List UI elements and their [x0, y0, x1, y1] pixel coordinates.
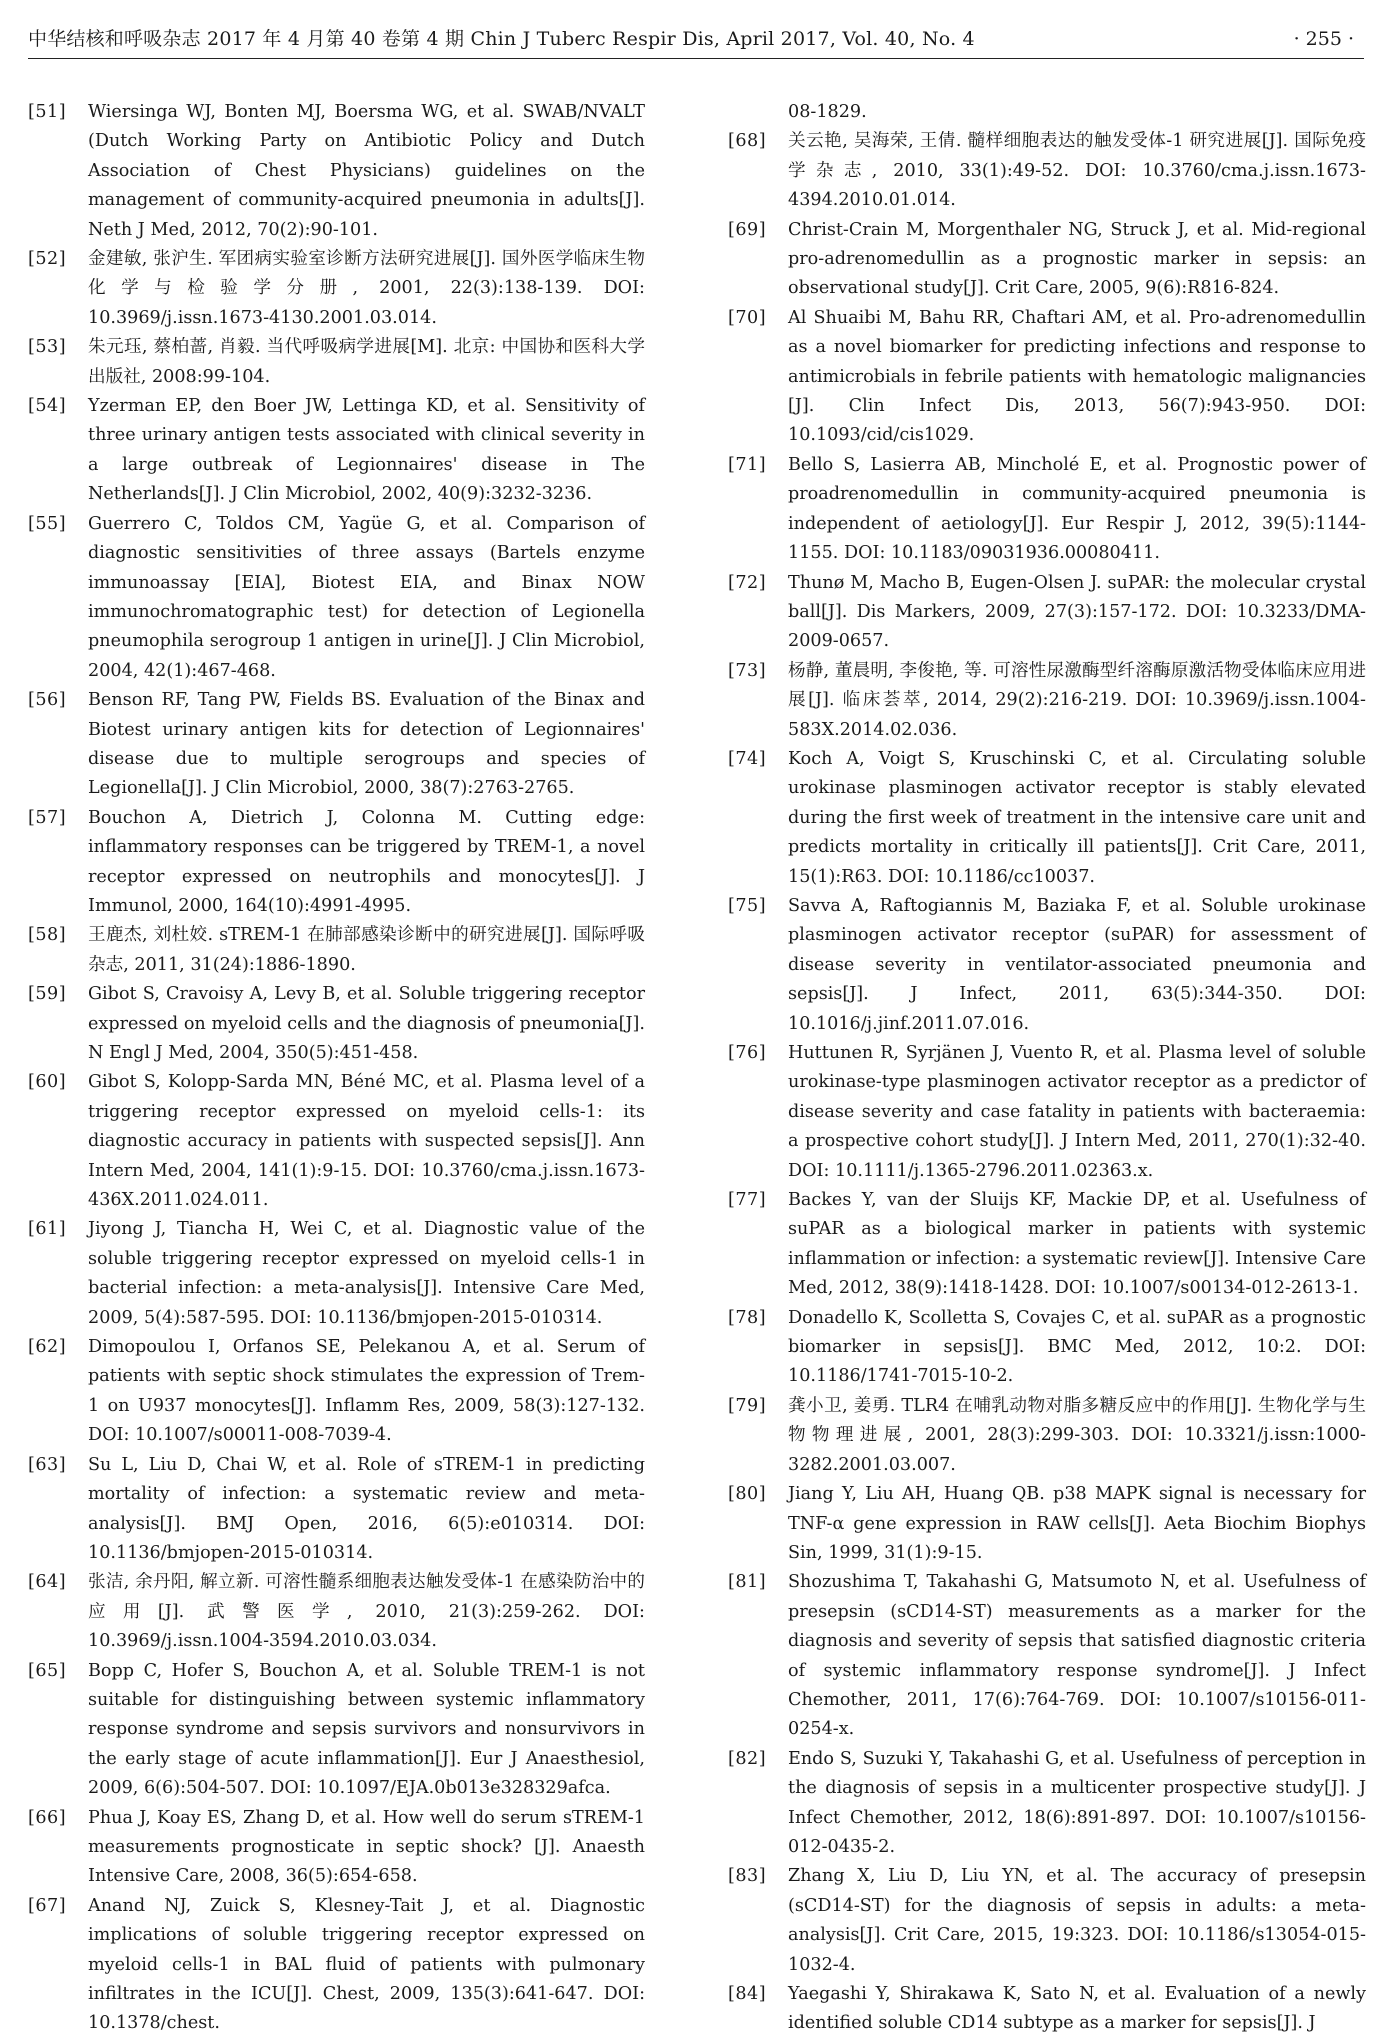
reference-number: [69] [728, 219, 767, 240]
reference-number: [62] [28, 1337, 67, 1358]
reference-entry [28, 1657, 645, 1804]
reference-text: 张洁, 余丹阳, 解立新. 可溶性髓系细胞表达触发受体-1 在感染防治中的应用[J]. 武警医学, 2010, 21(3):259-262. DOI: 10.3969/j.issn.1004-3594.2010.03.034. [88, 1572, 645, 1652]
reference-number: [71] [728, 454, 767, 475]
reference-number: [78] [728, 1307, 767, 1328]
reference-number: [80] [728, 1484, 767, 1505]
reference-entry [28, 1892, 645, 2039]
reference-entry [728, 657, 1366, 745]
reference-text: Donadello K, Scolletta S, Covajes C, et al. suPAR as a prognostic biomarker in sepsis[J]. BMC Med, 2012, 10:2. DOI: 10.1186/1741-7015-10-2. [788, 1307, 1366, 1387]
reference-column-left [28, 98, 645, 2039]
reference-entry [28, 980, 645, 1068]
reference-entry [28, 245, 645, 333]
reference-number: [76] [728, 1043, 767, 1063]
reference-entry [728, 1980, 1366, 2039]
reference-entry [28, 1068, 645, 1215]
reference-number: [64] [28, 1572, 67, 1593]
reference-text: Huttunen R, Syrjänen J, Vuento R, et al. Plasma level of soluble urokinase-type plasminogen activator receptor as a predictor of disease severity and case fatality in patients with bacteraemia: a prospective cohort study[J]. J Intern Med, 2011, 270(1):32-40. DOI: 10.1111/j.1365-2796.2011.02363.x. [788, 1043, 1366, 1181]
reference-entry [28, 333, 645, 392]
reference-number: [52] [28, 249, 67, 270]
reference-text: Christ-Crain M, Morgenthaler NG, Struck J, et al. Mid-regional pro-adrenomedullin as a prognostic marker in sepsis: an observational study[J]. Crit Care, 2005, 9(6):R816-824. [788, 219, 1366, 299]
reference-text: Gibot S, Cravoisy A, Levy B, et al. Soluble triggering receptor expressed on myeloid cells and the diagnosis of pneumonia[J]. N Engl J Med, 2004, 350(5):451-458. [88, 984, 645, 1063]
reference-text: Wiersinga WJ, Bonten MJ, Boersma WG, et al. SWAB/NVALT (Dutch Working Party on Antibiotic Policy and Dutch Association of Chest Physicians) guidelines on the management of community-acquired pneumonia in adults[J]. Neth J Med, 2012, 70(2):90-101. [88, 102, 645, 240]
reference-number: [79] [728, 1395, 767, 1416]
reference-number: [59] [28, 984, 67, 1005]
reference-number: [72] [728, 572, 767, 593]
reference-text: 龚小卫, 姜勇. TLR4 在哺乳动物对脂多糖反应中的作用[J]. 生物化学与生物物理进展, 2001, 28(3):299-303. DOI: 10.3321/j.issn:1000-3282.2001.03.007. [788, 1395, 1366, 1475]
page-number: · 255 · [1293, 28, 1354, 50]
reference-number: [73] [728, 660, 767, 681]
running-header [28, 24, 1364, 59]
reference-text: 王鹿杰, 刘杜姣. sTREM-1 在肺部感染诊断中的研究进展[J]. 国际呼吸杂志, 2011, 31(24):1886-1890. [88, 925, 645, 975]
reference-number: [58] [28, 925, 67, 946]
reference-number: [66] [28, 1807, 67, 1828]
reference-number: [65] [28, 1660, 67, 1681]
reference-text: Jiang Y, Liu AH, Huang QB. p38 MAPK signal is necessary for TNF-α gene expression in RAW cells[J]. Aeta Biochim Biophys Sin, 1999, 31(1):9-15. [788, 1484, 1366, 1563]
reference-text: Bouchon A, Dietrich J, Colonna M. Cutting edge: inflammatory responses can be triggered by TREM-1, a novel receptor expressed on neutrophils and monocytes[J]. J Immunol, 2000, 164(10):4991-4995. [88, 807, 645, 916]
reference-text: Anand NJ, Zuick S, Klesney-Tait J, et al. Diagnostic implications of soluble triggering receptor expressed on myeloid cells-1 in BAL fluid of patients with pulmonary infiltrates in the ICU[J]. Chest, 2009, 135(3):641-647. DOI: 10.1378/chest. [88, 1895, 645, 2034]
reference-entry [28, 1804, 645, 1892]
reference-entry [728, 1392, 1366, 1480]
reference-entry [28, 392, 645, 510]
reference-text: 金建敏, 张沪生. 军团病实验室诊断方法研究进展[J]. 国外医学临床生物化学与检验学分册, 2001, 22(3):138-139. DOI: 10.3969/j.issn.1673-4130.2001.03.014. [88, 249, 645, 328]
reference-number: [61] [28, 1219, 67, 1240]
reference-text: 关云艳, 吴海荣, 王倩. 髓样细胞表达的触发受体-1 研究进展[J]. 国际免疫学杂志, 2010, 33(1):49-52. DOI: 10.3760/cma.j.issn.1673-4394.2010.01.014. [788, 131, 1366, 211]
reference-number: [84] [728, 1984, 767, 2004]
reference-text: Jiyong J, Tiancha H, Wei C, et al. Diagnostic value of the soluble triggering receptor expressed on myeloid cells-1 in bacterial infection: a meta-analysis[J]. Intensive Care Med, 2009, 5(4):587-595. DOI: 10.1136/bmjopen-2015-010314. [88, 1219, 645, 1328]
reference-number: [51] [28, 102, 67, 122]
reference-number: [60] [28, 1072, 67, 1093]
reference-entry [728, 127, 1366, 215]
reference-entry [728, 1039, 1366, 1186]
reference-text: Yzerman EP, den Boer JW, Lettinga KD, et al. Sensitivity of three urinary antigen tests associated with clinical severity in a large outbreak of Legionnaires' disease in The Netherlands[J]. J Clin Microbiol, 2002, 40(9):3232-3236. [88, 396, 645, 505]
reference-entry [28, 686, 645, 804]
reference-number: [83] [728, 1866, 767, 1887]
reference-continuation: 08-1829. [788, 102, 867, 122]
reference-text: Bopp C, Hofer S, Bouchon A, et al. Soluble TREM-1 is not suitable for distinguishing between systemic inflammatory response syndrome and sepsis survivors and nonsurvivors in the early stage of acute inflammation[J]. Eur J Anaesthesiol, 2009, 6(6):504-507. DOI: 10.1097/EJA.0b013e328329afca. [88, 1660, 645, 1799]
reference-number: [75] [728, 895, 767, 916]
reference-number: [54] [28, 396, 67, 417]
reference-entry [28, 1215, 645, 1333]
reference-text: Su L, Liu D, Chai W, et al. Role of sTREM-1 in predicting mortality of infection: a systematic review and meta-analysis[J]. BMJ Open, 2016, 6(5):e010314. DOI: 10.1136/bmjopen-2015-010314. [88, 1454, 645, 1563]
reference-text: Yaegashi Y, Shirakawa K, Sato N, et al. Evaluation of a newly identified soluble CD14 subtype as a marker for sepsis[J]. J [788, 1984, 1366, 2034]
reference-entry [728, 1304, 1366, 1392]
reference-text: Bello S, Lasierra AB, Mincholé E, et al. Prognostic power of proadrenomedullin in community-acquired pneumonia is independent of aetiology[J]. Eur Respir J, 2012, 39(5):1144-1155. DOI: 10.1183/09031936.00080411. [788, 454, 1366, 564]
reference-entry [728, 216, 1366, 304]
reference-entry [28, 98, 645, 245]
reference-text: Shozushima T, Takahashi G, Matsumoto N, et al. Usefulness of presepsin (sCD14-ST) measurements as a marker for the diagnosis and severity of sepsis that satisfied diagnostic criteria of systemic inflammatory response syndrome[J]. J Infect Chemother, 2011, 17(6):764-769. DOI: 10.1007/s10156-011-0254-x. [788, 1572, 1366, 1740]
reference-text: 杨静, 董晨明, 李俊艳, 等. 可溶性尿激酶型纤溶酶原激活物受体临床应用进展[J]. 临床荟萃, 2014, 29(2):216-219. DOI: 10.3969/j.issn.1004-583X.2014.02.036. [788, 660, 1366, 740]
reference-text: 朱元珏, 蔡柏蔷, 肖毅. 当代呼吸病学进展[M]. 北京: 中国协和医科大学出版社, 2008:99-104. [88, 337, 645, 387]
reference-number: [77] [728, 1190, 767, 1211]
reference-entry [28, 1333, 645, 1451]
reference-number: [56] [28, 690, 67, 711]
reference-number: [53] [28, 337, 67, 358]
reference-entry [728, 451, 1366, 569]
reference-entry [28, 804, 645, 922]
reference-text: Gibot S, Kolopp-Sarda MN, Béné MC, et al. Plasma level of a triggering receptor expressed on myeloid cells-1: its diagnostic accuracy in patients with suspected sepsis[J]. Ann Intern Med, 2004, 141(1):9-15. DOI: 10.3760/cma.j.issn.1673-436X.2011.024.011. [88, 1072, 645, 1211]
reference-entry [728, 1745, 1366, 1863]
reference-entry [728, 569, 1366, 657]
reference-entry [728, 1568, 1366, 1744]
reference-column-right [728, 98, 1366, 2039]
reference-number: [82] [728, 1748, 767, 1769]
reference-number: [63] [28, 1454, 67, 1475]
reference-entry [728, 745, 1366, 892]
reference-entry [28, 1451, 645, 1569]
reference-text: Phua J, Koay ES, Zhang D, et al. How well do serum sTREM-1 measurements prognosticate in septic shock? [J]. Anaesth Intensive Care, 2008, 36(5):654-658. [88, 1807, 645, 1887]
reference-number: [74] [728, 748, 767, 769]
reference-text: Guerrero C, Toldos CM, Yagüe G, et al. Comparison of diagnostic sensitivities of three assays (Bartels enzyme immunoassay [EIA], Biotest EIA, and Binax NOW immunochromatographic test) for detection of Legionella pneumophila serogroup 1 antigen in urine[J]. J Clin Microbiol, 2004, 42(1):467-468. [88, 513, 645, 681]
reference-text: Benson RF, Tang PW, Fields BS. Evaluation of the Binax and Biotest urinary antigen kits for detection of Legionnaires' disease due to multiple serogroups and species of Legionella[J]. J Clin Microbiol, 2000, 38(7):2763-2765. [88, 690, 645, 799]
reference-entry [28, 510, 645, 686]
reference-entry [728, 1862, 1366, 1980]
reference-entry [28, 1568, 645, 1656]
reference-entry [728, 1480, 1366, 1568]
reference-text: Savva A, Raftogiannis M, Baziaka F, et al. Soluble urokinase plasminogen activator receptor (suPAR) for assessment of disease severity in ventilator-associated pneumonia and sepsis[J]. J Infect, 2011, 63(5):344-350. DOI: 10.1016/j.jinf.2011.07.016. [788, 895, 1366, 1034]
reference-entry [728, 892, 1366, 1039]
reference-text: Koch A, Voigt S, Kruschinski C, et al. Circulating soluble urokinase plasminogen activator receptor is stably elevated during the first week of treatment in the intensive care unit and predicts mortality in critically ill patients[J]. Crit Care, 2011, 15(1):R63. DOI: 10.1186/cc10037. [788, 748, 1366, 887]
reference-text: Endo S, Suzuki Y, Takahashi G, et al. Usefulness of perception in the diagnosis of sepsis in a multicenter prospective study[J]. J Infect Chemother, 2012, 18(6):891-897. DOI: 10.1007/s10156-012-0435-2. [788, 1748, 1366, 1857]
reference-text: Backes Y, van der Sluijs KF, Mackie DP, et al. Usefulness of suPAR as a biological marker in patients with systemic inflammation or infection: a systematic review[J]. Intensive Care Med, 2012, 38(9):1418-1428. DOI: 10.1007/s00134-012-2613-1. [788, 1190, 1366, 1299]
journal-citation-header: 中华结核和呼吸杂志 2017 年 4 月第 40 卷第 4 期 Chin J Tuberc Respir Dis, April 2017, Vol. 40, No. 4 [28, 28, 975, 50]
reference-number: [81] [728, 1572, 767, 1593]
reference-number: [55] [28, 513, 67, 534]
reference-number: [70] [728, 307, 767, 328]
reference-text: Al Shuaibi M, Bahu RR, Chaftari AM, et al. Pro-adrenomedullin as a novel biomarker for predicting infections and response to antimicrobials in febrile patients with hematologic malignancies [J]. Clin Infect Dis, 2013, 56(7):943-950. DOI: 10.1093/cid/cis1029. [788, 307, 1366, 446]
reference-entry [728, 1186, 1366, 1304]
reference-text: Dimopoulou I, Orfanos SE, Pelekanou A, et al. Serum of patients with septic shock stimulates the expression of Trem-1 on U937 monocytes[J]. Inflamm Res, 2009, 58(3):127-132. DOI: 10.1007/s00011-008-7039-4. [88, 1337, 645, 1446]
reference-number: [68] [728, 131, 767, 152]
reference-text: Thunø M, Macho B, Eugen-Olsen J. suPAR: the molecular crystal ball[J]. Dis Markers, 2009, 27(3):157-172. DOI: 10.3233/DMA-2009-0657. [788, 572, 1366, 652]
reference-entry [728, 304, 1366, 451]
reference-number: [57] [28, 807, 67, 828]
reference-number: [67] [28, 1895, 67, 1916]
reference-entry [28, 921, 645, 980]
reference-text: Zhang X, Liu D, Liu YN, et al. The accuracy of presepsin (sCD14-ST) for the diagnosis of sepsis in adults: a meta-analysis[J]. Crit Care, 2015, 19:323. DOI: 10.1186/s13054-015-1032-4. [788, 1866, 1366, 1975]
